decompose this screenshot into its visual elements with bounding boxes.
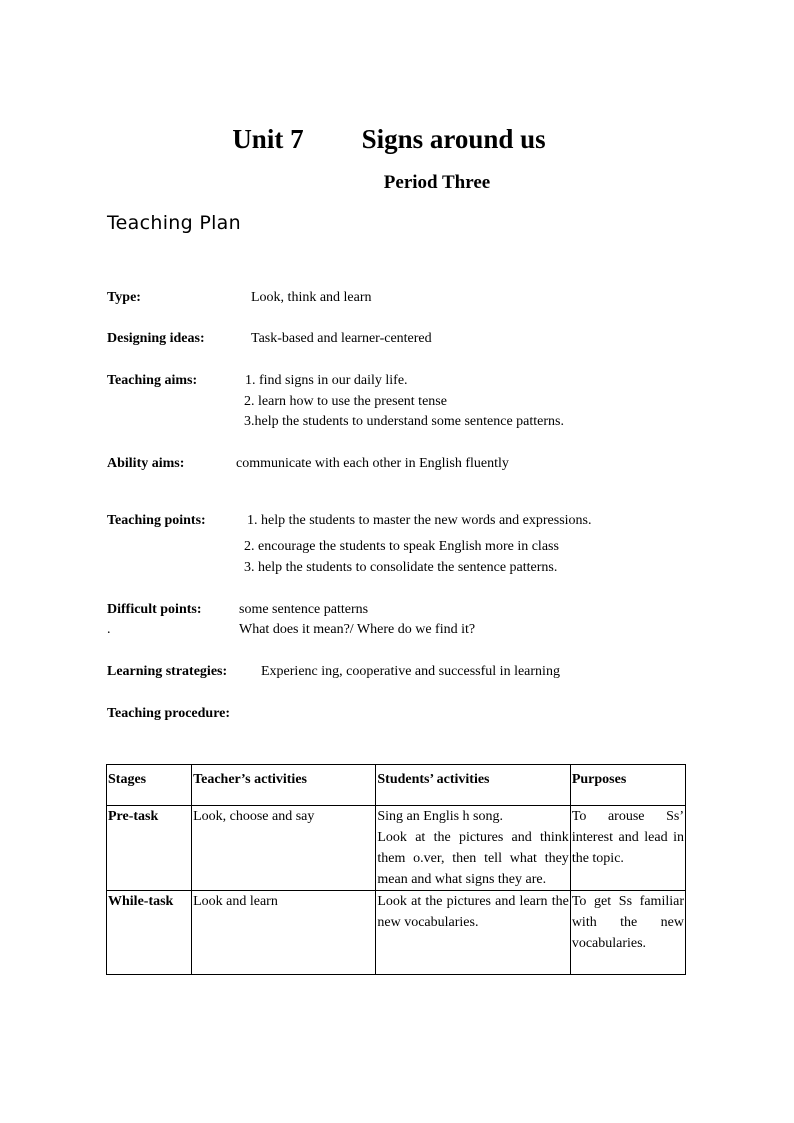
document-title [0,124,794,155]
type-label: Type: [107,290,141,305]
unit-number: Unit 7 [232,124,304,154]
students-line: Look at the pictures and think them o.ver, then tell what they mean and what signs they are. [377,830,569,887]
students-cell [376,806,570,891]
difficult-item: What does it mean?/ Where do we find it? [239,622,476,637]
aim-item: 3.help the students to understand some sentence patterns. [244,414,564,429]
table-row [107,891,686,975]
procedure-label: Teaching procedure: [107,706,231,721]
students-line: Sing an Englis h song. [377,809,503,824]
aims-label: Teaching aims: [107,373,198,388]
table-row [107,806,686,891]
aim-item: 1. find signs in our daily life. [245,373,408,388]
plan-heading: Teaching Plan [107,212,241,234]
purpose-cell: To arouse Ss’ interest and lead in the topic. [570,806,685,891]
point-item: 1. help the students to master the new words and expressions. [247,513,592,528]
ability-value: communicate with each other in English fluently [236,456,509,471]
ability-label: Ability aims: [107,456,185,471]
teacher-cell: Look, choose and say [192,806,376,891]
difficult-label: Difficult points: [107,602,202,617]
teacher-cell: Look and learn [192,891,376,975]
table-header-row [107,765,686,806]
procedure-table [106,764,686,975]
students-line: Look at the pictures and learn the new vocabularies. [377,894,569,930]
strategies-label: Learning strategies: [107,664,228,679]
designing-label: Designing ideas: [107,331,205,346]
aim-item: 2. learn how to use the present tense [244,394,447,409]
type-value: Look, think and learn [251,290,372,305]
strategies-value: Experienc ing, cooperative and successful in learning [261,664,560,679]
header-students: Students’ activities [376,765,570,806]
header-teacher: Teacher’s activities [192,765,376,806]
unit-topic: Signs around us [361,124,546,154]
points-label: Teaching points: [107,513,206,528]
stage-cell: Pre-task [107,806,192,891]
designing-value: Task-based and learner-centered [251,331,432,346]
point-item: 3. help the students to consolidate the sentence patterns. [244,560,558,575]
stage-cell: While-task [107,891,192,975]
header-purposes: Purposes [570,765,685,806]
students-cell [376,891,570,975]
difficult-dot: . [107,622,111,637]
period-subtitle: Period Three [383,172,491,193]
difficult-item: some sentence patterns [239,602,369,617]
point-item: 2. encourage the students to speak English more in class [244,539,559,554]
header-stages: Stages [107,765,192,806]
purpose-cell: To get Ss familiar with the new vocabularies. [570,891,685,975]
